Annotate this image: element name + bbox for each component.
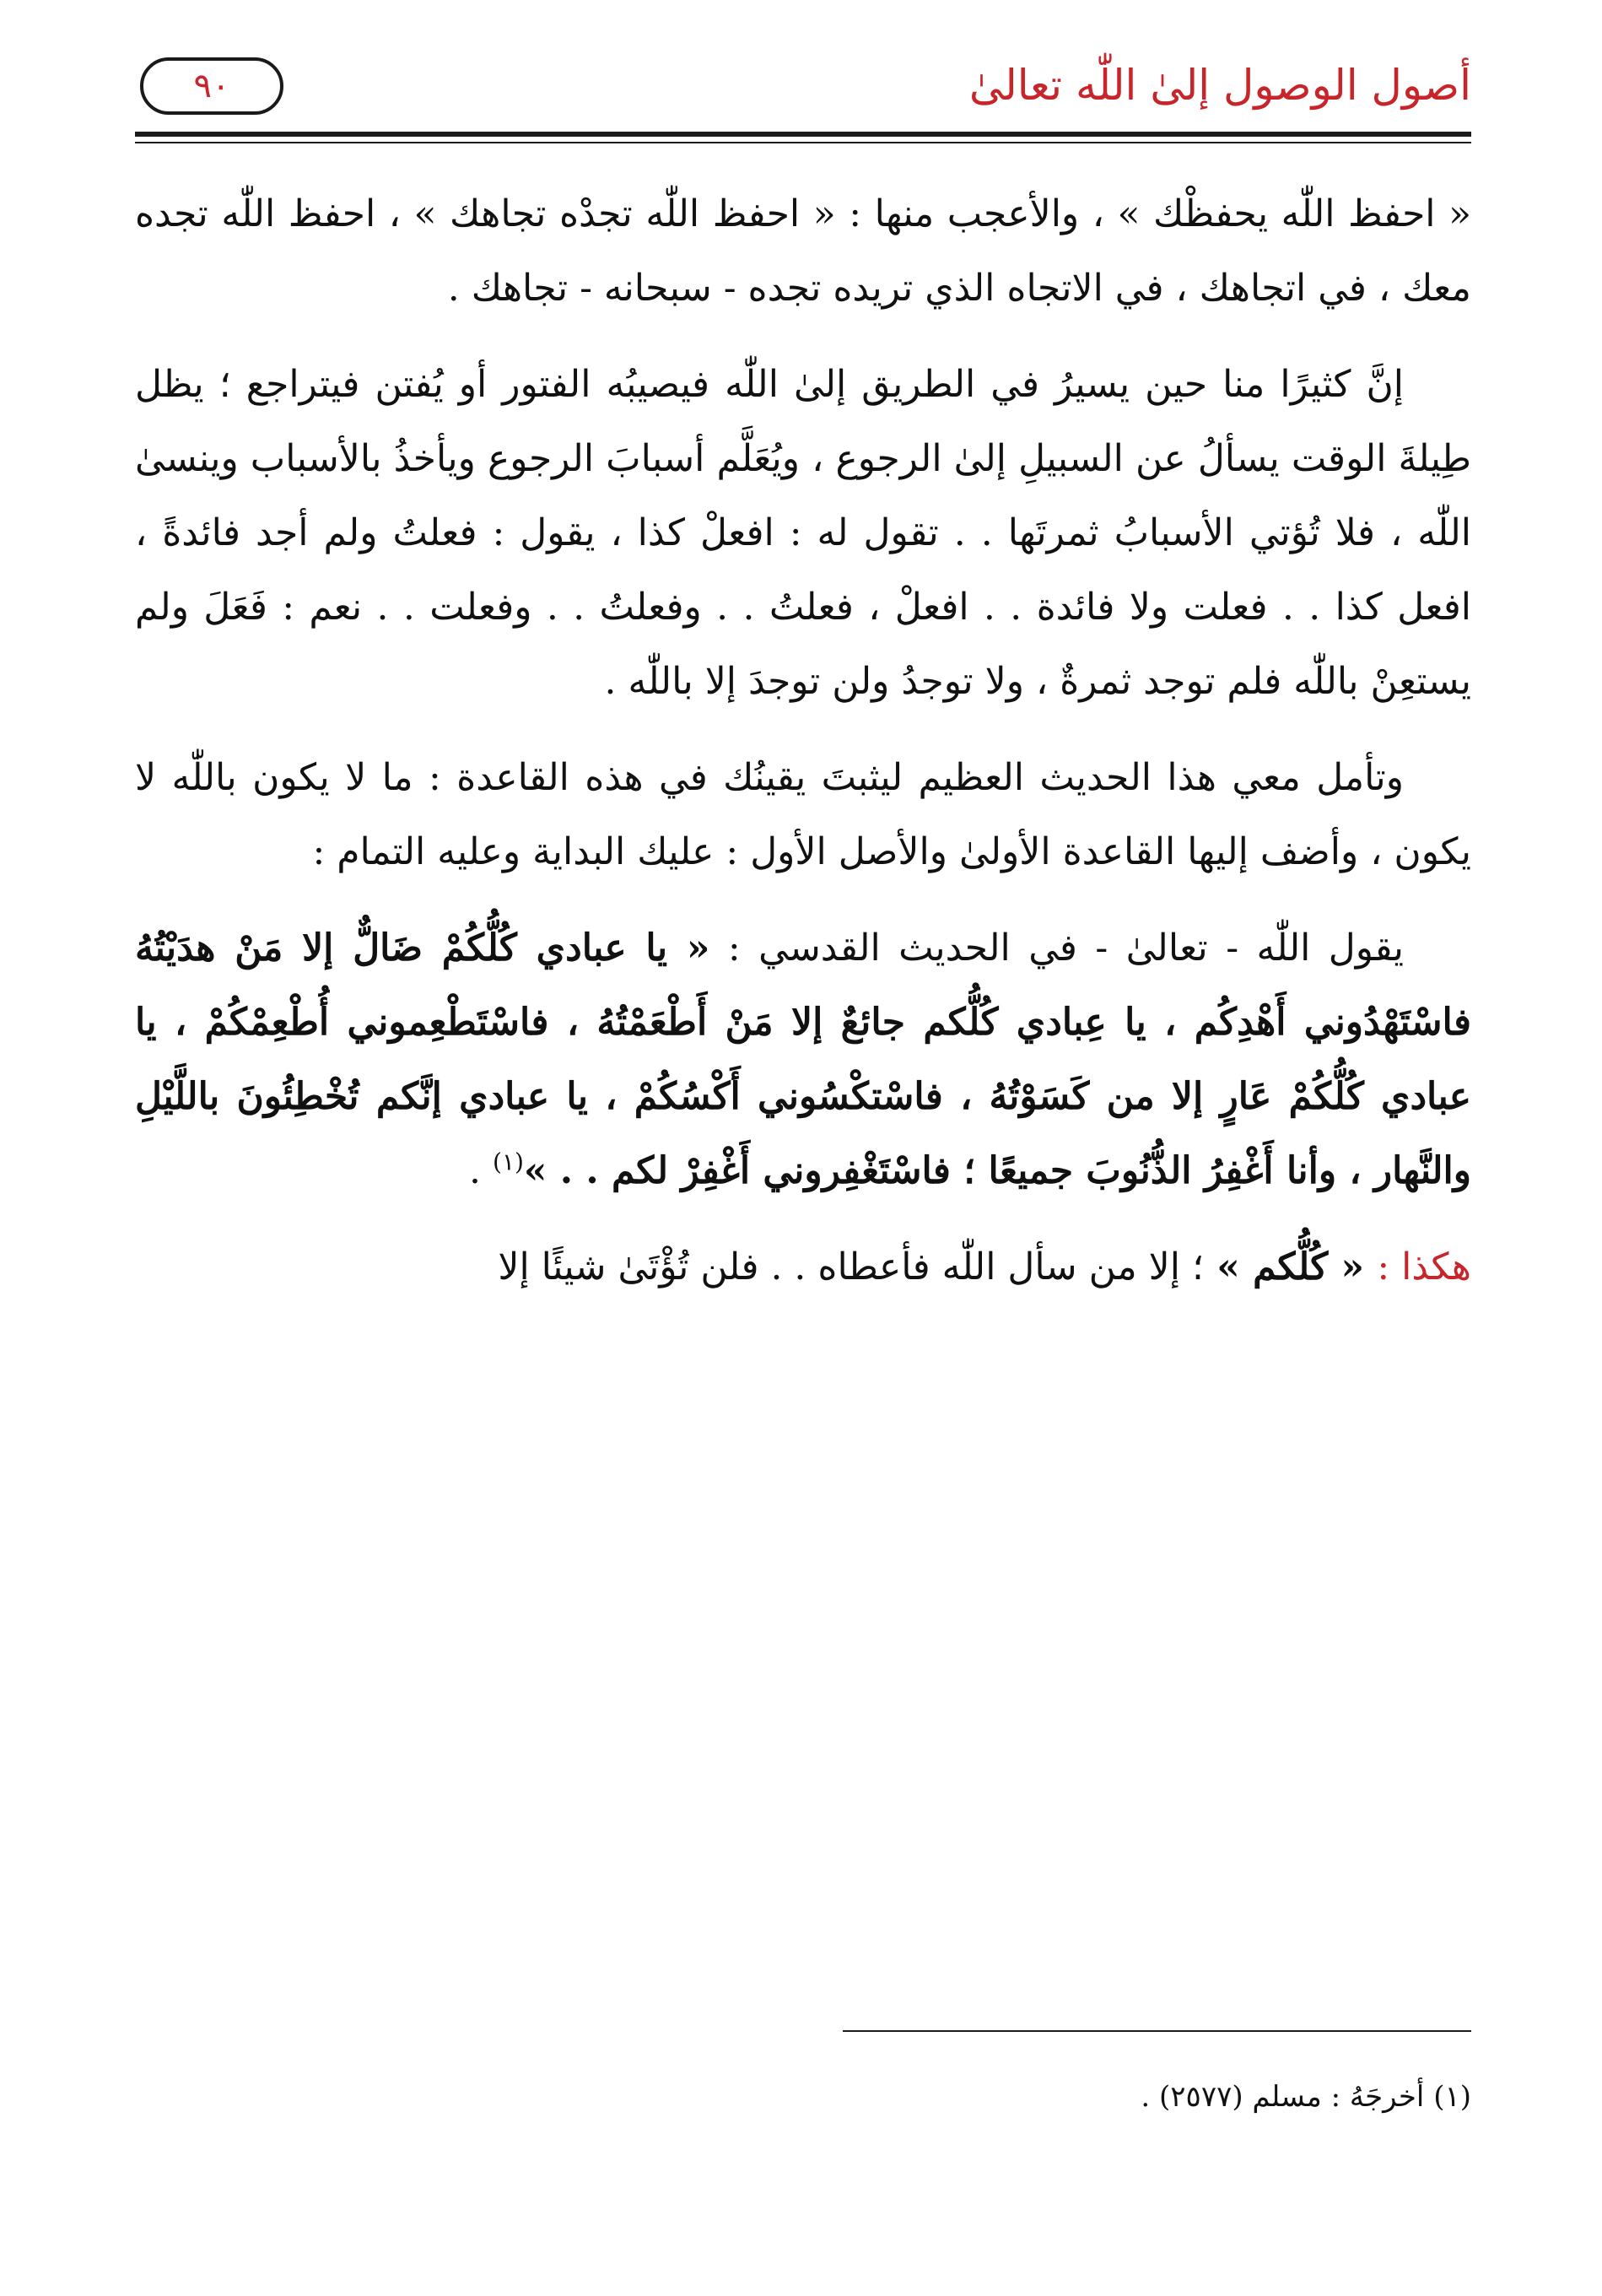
footnote-reference: (١) [493, 1148, 524, 1176]
hadith-end: . [469, 1149, 493, 1192]
paragraph-3: وتأمل معي هذا الحديث العظيم ليثبتَ يقينُك في هذه القاعدة : ما لا يكون باللّٰه لا يكون ، وأضف إليها القاعدة الأولىٰ والأصل الأول : عليك البداية وعليه التمام : [135, 756, 1471, 873]
header-rule-thick [135, 132, 1471, 137]
footnote-1 [1141, 2072, 1471, 2122]
summary-quote: « كُلُّكم » [1203, 1245, 1378, 1288]
paragraph-5 [135, 1230, 1471, 1305]
hadith-intro: يقول اللّٰه - تعالىٰ - في الحديث القدسي : [709, 927, 1404, 970]
main-text [135, 177, 1471, 1326]
page-number-badge: ٩٠ [140, 57, 283, 115]
page-header [135, 51, 1471, 152]
paragraph-4 [135, 911, 1471, 1208]
paragraph-1: « احفظ اللّٰه يحفظْك » ، والأعجب منها : « احفظ اللّٰه تجدْه تجاهك » ، احفظ اللّٰه تجده معك ، في اتجاهك ، في الاتجاه الذي تريده تجده - سبحانه - تجاهك . [135, 192, 1471, 310]
footnote-marker: (١) [1433, 2080, 1471, 2114]
paragraph-2: إنَّ كثيرًا منا حين يسيرُ في الطريق إلىٰ اللّٰه فيصيبُه الفتور أو يُفتن فيتراجع ؛ يظل طِيلةَ الوقت يسألُ عن السبيلِ إلىٰ الرجوع ، ويُعَلَّم أسبابَ الرجوع ويأخذُ بالأسباب وينسىٰ اللّٰه ، فلا تُؤتي الأسبابُ ثمرتَها . . تقول له : افعلْ كذا ، يقول : فعلتُ ولم أجد فائدةً ، افعل كذا . . فعلت ولا فائدة . . افعلْ ، فعلتُ . . وفعلتُ . . وفعلت . . نعم : فَعَلَ ولم يستعِنْ باللّٰه فلم توجد ثمرةٌ ، ولا توجدُ ولن توجدَ إلا باللّٰه . [135, 363, 1471, 703]
running-title: أصول الوصول إلىٰ اللّٰه تعالىٰ [968, 61, 1471, 110]
header-rule-thin [135, 142, 1471, 143]
summary-label: هكذا : [1377, 1245, 1471, 1288]
footnote-separator [843, 2030, 1471, 2032]
hadith-text: « يا عبادي كُلُّكُمْ ضَالٌّ إلا مَنْ هدَيْتُهُ فاسْتَهْدُوني أَهْدِكُم ، يا عِبادي كُلُّكم جائعٌ إلا مَنْ أَطْعَمْتُهُ ، فاسْتَطْعِموني أُطْعِمْكُمْ ، يا عبادي كُلُّكُمْ عَارٍ إلا من كَسَوْتُهُ ، فاسْتكْسُوني أَكْسُكُمْ ، يا عبادي إنَّكم تُخْطِئُونَ باللَّيْلِ والنَّهار ، وأنا أَغْفِرُ الذُّنُوبَ جميعًا ؛ فاسْتَغْفِروني أَغْفِرْ لكم . . » [135, 927, 1471, 1192]
summary-text: ؛ إلا من سأل اللّٰه فأعطاه . . فلن تُؤْتَىٰ شيئًا إلا [498, 1245, 1204, 1288]
footnote-text: أخرجَهُ : مسلم (٢٥٧٧) . [1141, 2080, 1425, 2114]
